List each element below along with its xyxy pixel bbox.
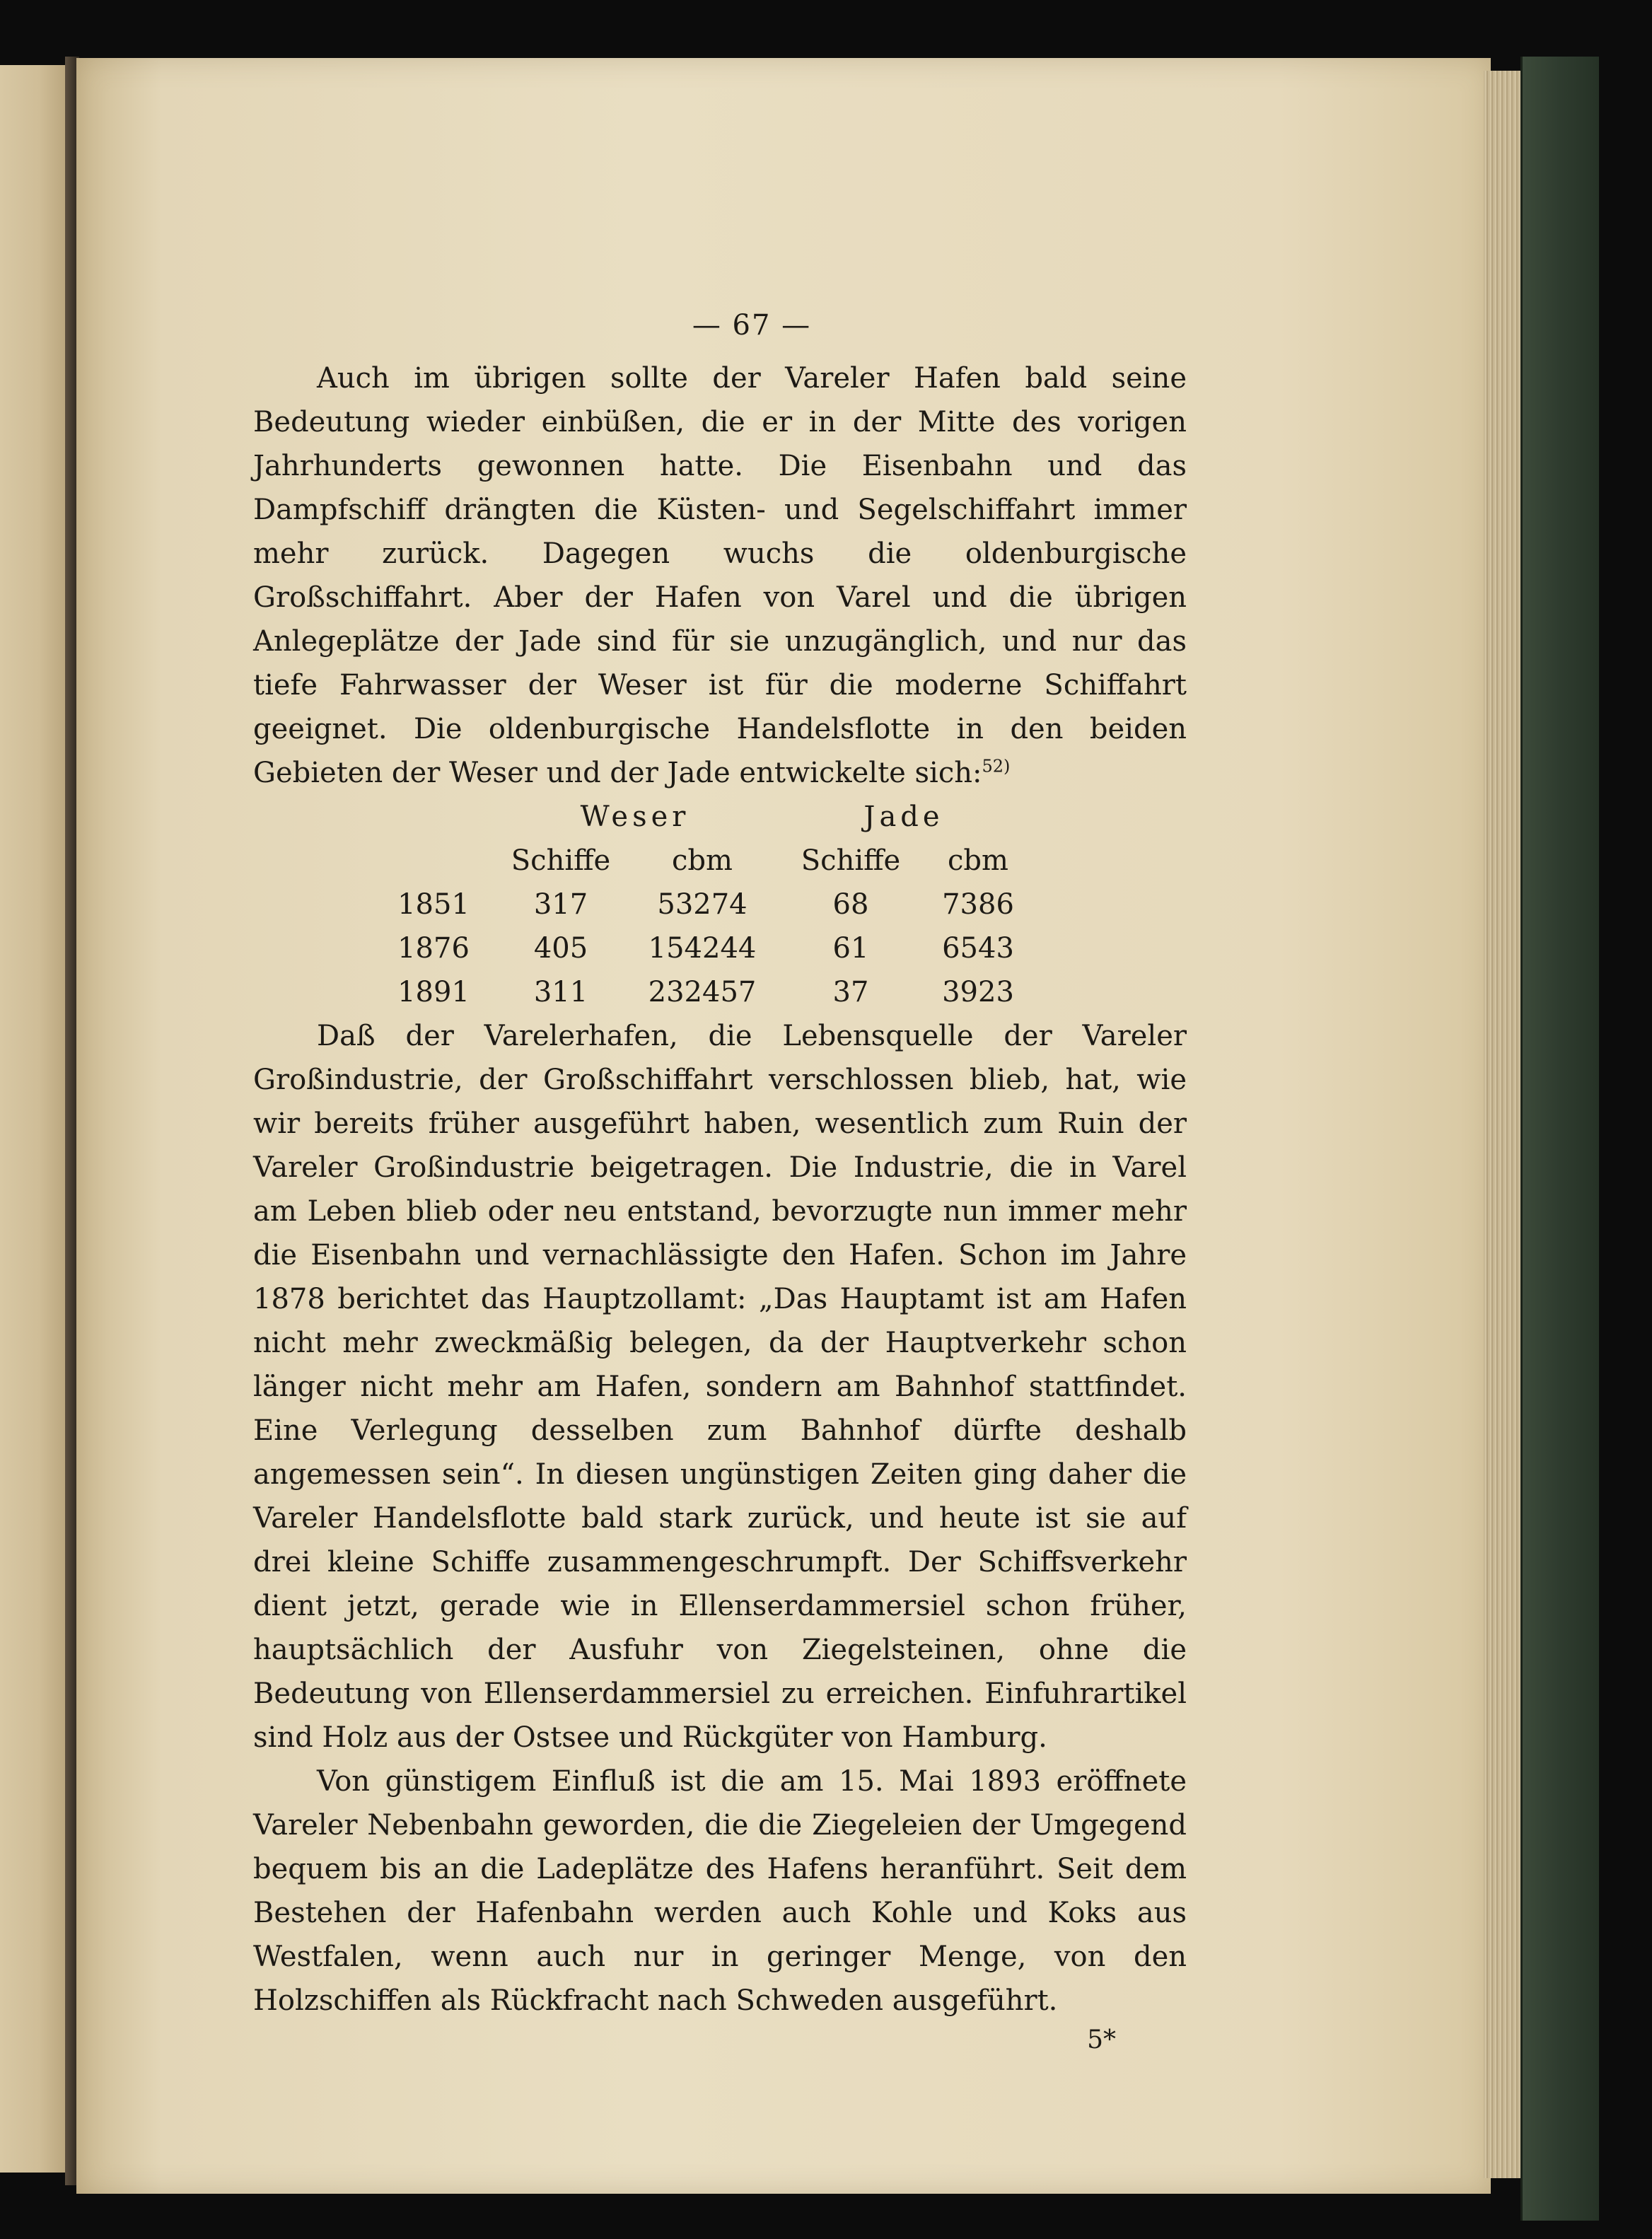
table-cell-year: 1891: [397, 976, 470, 1008]
table-cell: 232457: [648, 976, 757, 1008]
table-cell: 317: [533, 888, 588, 921]
table-cell: 311: [533, 976, 588, 1008]
table-sub-header-row: [373, 839, 1031, 883]
table-corner-cell: [373, 795, 494, 839]
page-number: — 67 —: [692, 309, 812, 342]
left-page-edge: [0, 65, 68, 2173]
footnote-reference: 52): [982, 756, 1011, 777]
paragraph-3: Von günstigem Einfluß ist die am 15. Mai 1893 eröffnete Vareler Nebenbahn geworden, die die Ziegeleien der Umgegend bequem bis an die Ladeplätze des Hafens heranführt. Seit dem Bestehen der Hafenbahn werden auch Kohle und Koks aus Westfalen, wenn auch nur in geringer Menge, von den Holzschiffen als Rückfracht nach Schweden ausgeführt.: [253, 1765, 1187, 2017]
paragraph-1-text: Auch im übrigen sollte der Vareler Hafen bald seine Bedeutung wieder einbüßen, die er in der Mitte des vorigen Jahrhunderts gewonnen hatte. Die Eisenbahn und das Dampfschiff drängten die Küsten- und Segelschiffahrt immer mehr zurück. Dagegen wuchs die oldenburgische Großschiffahrt. Aber der Hafen von Varel und die übrigen Anlegeplätze der Jade sind für sie unzugänglich, und nur das tiefe Fahrwasser der Weser ist für die moderne Schiffahrt geeignet. Die oldenburgische Handelsflotte in den beiden Gebieten der Weser und der Jade entwickelte sich:: [253, 362, 1187, 789]
table-cell: 68: [832, 888, 869, 921]
paragraph-1: [253, 356, 1187, 795]
table-row: [373, 926, 1031, 970]
table-sub-header: Schiffe: [801, 844, 901, 877]
paragraph-2: Daß der Varelerhafen, die Lebensquelle der Vareler Großindustrie, der Großschiffahrt verschlossen blieb, hat, wie wir bereits früher ausgeführt haben, wesentlich zum Ruin der Vareler Großindustrie beigetragen. Die Industrie, die in Varel am Leben blieb oder neu entstand, bevorzugte nun immer mehr die Eisenbahn und vernachlässigte den Hafen. Schon im Jahre 1878 berichtet das Hauptzollamt: „Das Hauptamt ist am Hafen nicht mehr zweckmäßig belegen, da der Hauptverkehr schon länger nicht mehr am Hafen, sondern am Bahnhof stattfindet. Eine Verlegung desselben zum Bahnhof dürfte deshalb angemessen sein“. In diesen ungünstigen Zeiten ging daher die Vareler Handelsflotte bald stark zurück, und heute ist sie auf drei kleine Schiffe zusammengeschrumpft. Der Schiffsverkehr dient jetzt, gerade wie in Ellenserdammersiel schon früher, hauptsächlich der Ausfuhr von Ziegelsteinen, ohne die Bedeutung von Ellenserdammersiel zu erreichen. Einfuhrartikel sind Holz aus der Ostsee und Rückgüter von Hamburg.: [253, 1020, 1187, 1754]
table-cell: 3923: [942, 976, 1014, 1008]
table-row: [373, 970, 1031, 1014]
table-corner-cell: [373, 839, 494, 883]
table-cell: 53274: [657, 888, 748, 921]
table-cell: 7386: [942, 888, 1014, 921]
table-cell-year: 1851: [397, 888, 470, 921]
table-group-header-weser: Weser: [580, 801, 690, 833]
table-sub-header: cbm: [948, 844, 1008, 877]
signature-mark: 5*: [1087, 2025, 1116, 2054]
table-cell: 405: [533, 932, 588, 965]
table-cell: 154244: [648, 932, 757, 965]
table-group-header-jade: Jade: [863, 801, 944, 833]
table-cell: 37: [832, 976, 869, 1008]
table-cell: 61: [832, 932, 869, 965]
table-cell: 6543: [942, 932, 1014, 965]
table-sub-header: cbm: [672, 844, 733, 877]
table-group-header-row: [373, 795, 1031, 839]
table-sub-header: Schiffe: [511, 844, 611, 877]
book-cover-edge: [1520, 57, 1599, 2221]
table-cell-year: 1876: [397, 932, 470, 965]
table-row: [373, 883, 1031, 926]
page-stack-edges: [1484, 71, 1526, 2178]
page-text-block: [253, 304, 1187, 2058]
fleet-statistics-table: [373, 795, 1031, 1014]
